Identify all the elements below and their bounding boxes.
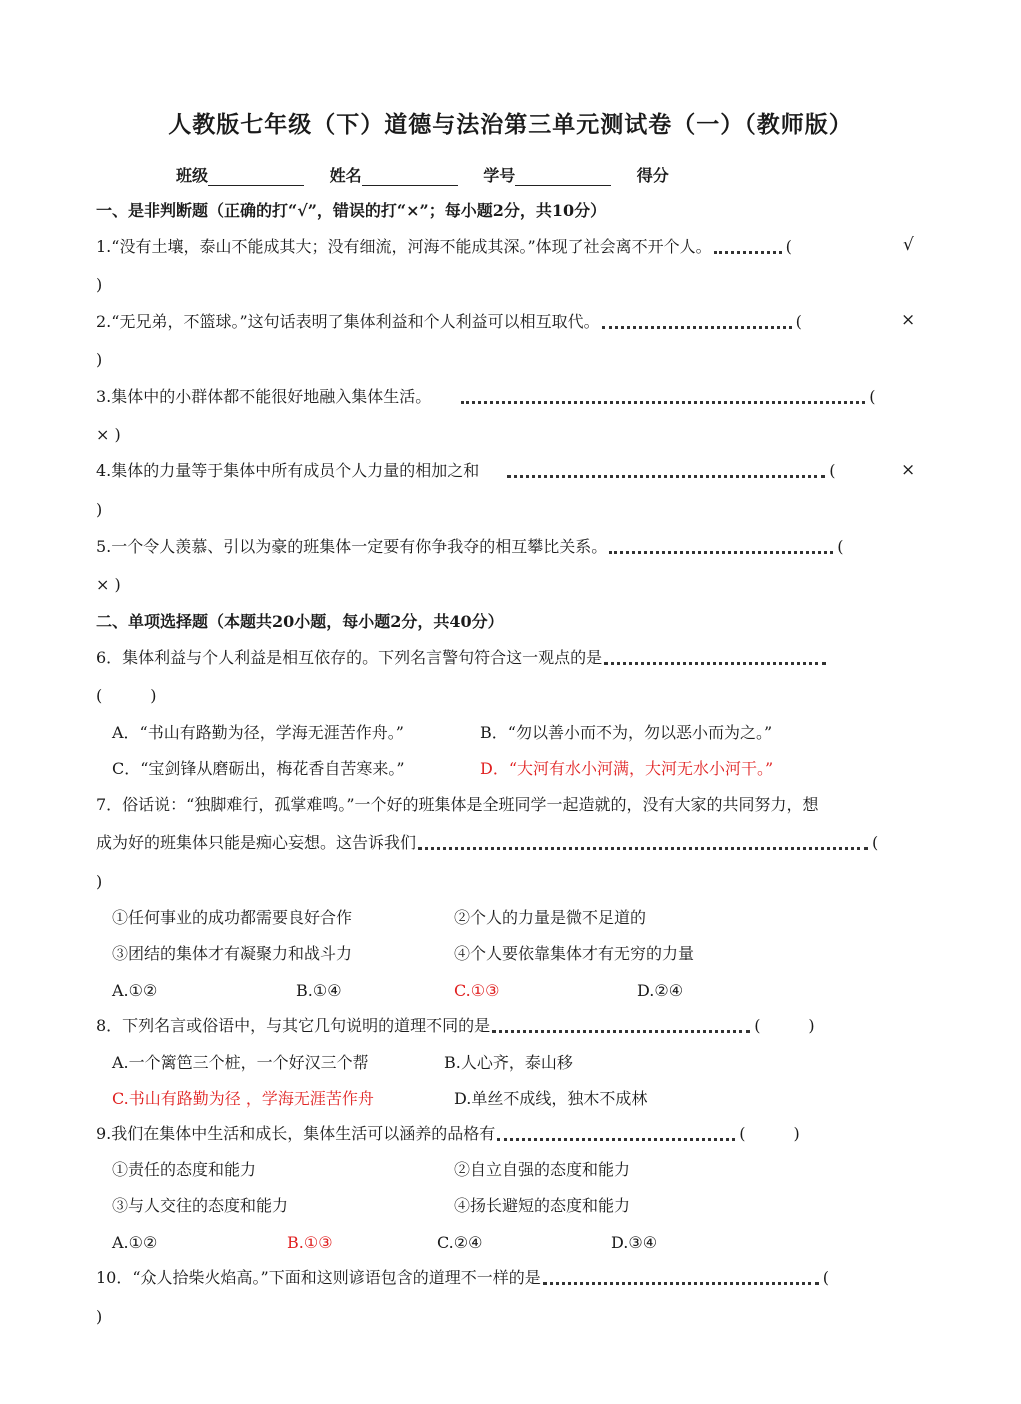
dot-leader	[461, 391, 865, 404]
q8-paren: ( )	[754, 1016, 815, 1035]
q1-close: )	[96, 275, 103, 294]
q4-open: (	[829, 461, 836, 480]
q7-option-c-correct: C.①③	[454, 981, 500, 1000]
q3-stem: 3.集体中的小群体都不能很好地融入集体生活。	[96, 387, 432, 406]
q8-option-b: B.人心齐，泰山移	[444, 1053, 573, 1072]
q9-paren: ( )	[739, 1124, 800, 1143]
q9-option-b-correct: B.①③	[287, 1233, 333, 1252]
q9-option-c: C.②④	[437, 1233, 483, 1252]
dot-leader	[497, 1128, 735, 1141]
q6-option-a: A．“书山有路勤为径，学海无涯苦作舟。”	[112, 723, 404, 742]
dot-leader	[604, 652, 826, 665]
student-info-row	[176, 163, 669, 186]
q6-text	[96, 648, 830, 668]
class-label: 班级	[176, 166, 209, 185]
q6-option-d-correct: D．“大河有水小河满，大河无水小河干。”	[480, 759, 774, 778]
q4-text	[96, 461, 836, 481]
q8-option-a: A.一个篱笆三个桩，一个好汉三个帮	[112, 1053, 369, 1072]
name-label: 姓名	[329, 166, 362, 185]
q3-text	[96, 387, 876, 407]
q4-close: )	[96, 500, 103, 519]
q7-line1: 7．俗话说：“独脚难行，孤掌难鸣。”一个好的班集体是全班同学一起造就的，没有大家的共同努力，想	[96, 795, 819, 814]
dot-leader	[543, 1272, 819, 1285]
q1-answer: √	[903, 235, 914, 255]
q1-stem: 1.“没有土壤，泰山不能成其大；没有细流，河海不能成其深。”体现了社会离不开个人。	[96, 237, 712, 256]
name-blank[interactable]	[362, 169, 458, 186]
q2-text	[96, 312, 802, 332]
q8-option-d: D.单丝不成线，独木不成林	[454, 1089, 648, 1108]
q9-option-a: A.①②	[112, 1233, 158, 1252]
q3-open: (	[869, 387, 876, 406]
q6-paren: ( )	[96, 686, 157, 705]
q3-answer-line	[96, 425, 121, 445]
q8-text	[96, 1016, 815, 1036]
q3-close: )	[114, 425, 121, 444]
q6-option-b: B．“勿以善小而不为，勿以恶小而为之。”	[480, 723, 773, 742]
q7-line2	[96, 833, 878, 853]
number-label: 学号	[483, 166, 516, 185]
q2-open: (	[795, 312, 802, 331]
section2-heading: 二、单项选择题（本题共20小题，每小题2分，共40分）	[96, 612, 504, 631]
q5-answer-line	[96, 575, 121, 595]
q7-stem: 成为好的班集体只能是痴心妄想。这告诉我们	[96, 833, 417, 852]
section1-heading: 一、是非判断题（正确的打“√”，错误的打“×”；每小题2分，共10分）	[96, 201, 607, 220]
q8-option-c-correct: C.书山有路勤为径 ，学海无涯苦作舟	[112, 1089, 374, 1108]
q6-stem: 6．集体利益与个人利益是相互依存的。下列名言警句符合这一观点的是	[96, 648, 603, 667]
q9-text	[96, 1124, 800, 1144]
q7-open: (	[872, 833, 879, 852]
q9-statement-4: ④扬长避短的态度和能力	[454, 1196, 631, 1215]
page-title: 人教版七年级（下）道德与法治第三单元测试卷（一）（教师版）	[168, 111, 853, 138]
q7-statement-3: ③团结的集体才有凝聚力和战斗力	[112, 944, 353, 963]
q4-answer: ×	[901, 460, 916, 480]
q7-option-d: D.②④	[637, 981, 684, 1000]
dot-leader	[507, 465, 825, 478]
q7-statement-4: ④个人要依靠集体才有无穷的力量	[454, 944, 695, 963]
q1-text	[96, 237, 792, 257]
q3-answer: ×	[96, 425, 110, 444]
q2-stem: 2.“无兄弟，不篮球。”这句话表明了集体利益和个人利益可以相互取代。	[96, 312, 600, 331]
q4-stem: 4.集体的力量等于集体中所有成员个人力量的相加之和	[96, 461, 480, 480]
dot-leader	[609, 541, 833, 554]
q5-stem: 5.一个令人羡慕、引以为豪的班集体一定要有你争我夺的相互攀比关系。	[96, 537, 608, 556]
q5-open: (	[837, 537, 844, 556]
q9-statement-1: ①责任的态度和能力	[112, 1160, 257, 1179]
dot-leader	[714, 241, 782, 254]
q10-open: (	[822, 1268, 829, 1287]
q7-close: )	[96, 872, 103, 891]
class-blank[interactable]	[208, 169, 304, 186]
q9-option-d: D.③④	[611, 1233, 658, 1252]
dot-leader	[418, 837, 868, 850]
q9-stem: 9.我们在集体中生活和成长，集体生活可以涵养的品格有	[96, 1124, 496, 1143]
q7-statement-1: ①任何事业的成功都需要良好合作	[112, 908, 353, 927]
score-label: 得分	[636, 166, 669, 185]
q7-option-b: B.①④	[296, 981, 342, 1000]
q10-text	[96, 1268, 829, 1288]
q7-statement-2: ②个人的力量是微不足道的	[454, 908, 647, 927]
q6-option-c: C．“宝剑锋从磨砺出，梅花香自苦寒来。”	[112, 759, 405, 778]
q2-close: )	[96, 350, 103, 369]
q9-statement-2: ②自立自强的态度和能力	[454, 1160, 631, 1179]
q1-open: (	[785, 237, 792, 256]
q10-stem: 10．“众人拾柴火焰高。”下面和这则谚语包含的道理不一样的是	[96, 1268, 541, 1287]
dot-leader	[602, 316, 792, 329]
q10-close: )	[96, 1307, 103, 1326]
q5-answer: ×	[96, 575, 110, 594]
q2-answer: ×	[901, 310, 916, 330]
q5-text	[96, 537, 844, 557]
q5-close: )	[114, 575, 121, 594]
number-blank[interactable]	[515, 169, 611, 186]
q9-statement-3: ③与人交往的态度和能力	[112, 1196, 289, 1215]
q8-stem: 8．下列名言或俗语中，与其它几句说明的道理不同的是	[96, 1016, 491, 1035]
q7-option-a: A.①②	[112, 981, 158, 1000]
dot-leader	[492, 1020, 750, 1033]
